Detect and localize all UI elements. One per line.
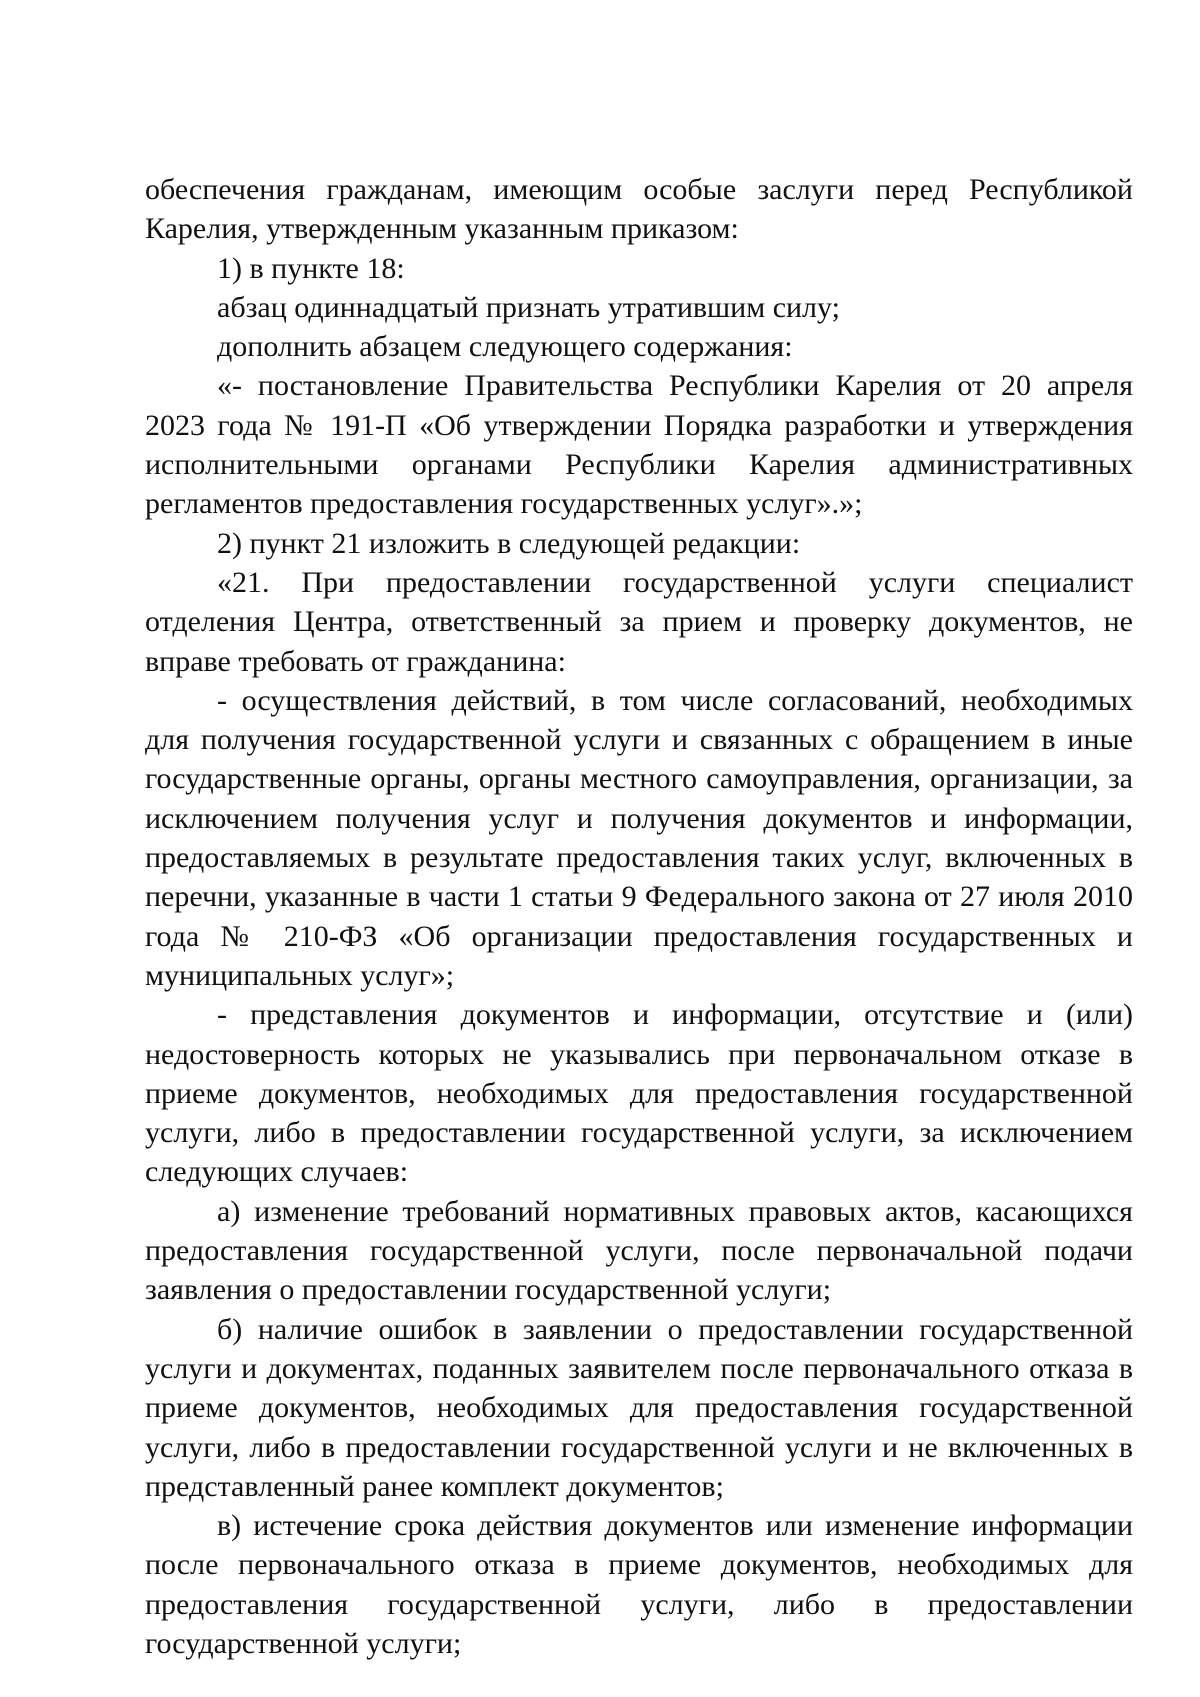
paragraph-dash-documents: - представления документов и информации, отсутствие и (или) недостоверность которых не указывались при первоначальном отказе в приеме документов, необходимых для предоставления государственной услуги, либо в предоставлении государственной услуги, за исключением следующих случаев: bbox=[145, 998, 1133, 1189]
paragraph-postanovlenie: «- постановление Правительства Республики Карелия от 20 апреля 2023 года № 191-П «Об утверждении Порядка разработки и утверждения исполнительными органами Республики Карелия административных регламентов предоставления государственных услуг».»; bbox=[145, 369, 1133, 521]
paragraph-item-1: 1) в пункте 18: bbox=[217, 251, 405, 285]
paragraph-item-2: 2) пункт 21 изложить в следующей редакции: bbox=[217, 526, 801, 560]
paragraph-add-abzac: дополнить абзацем следующего содержания: bbox=[217, 330, 793, 364]
paragraph-dash-actions: - осуществления действий, в том числе согласований, необходимых для получения государственной услуги и связанных с обращением в иные государственные органы, органы местного самоуправления, организации, за исключением получения услуг и получения документов и информации, предоставляемых в результате предоставления таких услуг, включенных в перечни, указанные в части 1 статьи 9 Федерального закона от 27 июля 2010 года № 210-ФЗ «Об организации предоставления государственных и муниципальных услуг»; bbox=[145, 683, 1133, 992]
paragraph-case-v: в) истечение срока действия документов или изменение информации после первоначального отказа в приеме документов, необходимых для предоставления государственной услуги, либо в предоставлении государственной услуги; bbox=[145, 1509, 1133, 1660]
paragraph-case-b: б) наличие ошибок в заявлении о предоставлении государственной услуги и документах, поданных заявителем после первоначального отказа в приеме документов, необходимых для предоставления государственной услуги, либо в предоставлении государственной услуги и не включенных в представленный ранее комплект документов; bbox=[145, 1312, 1133, 1503]
document-body bbox=[145, 170, 1133, 1663]
paragraph-continuation: обеспечения гражданам, имеющим особые заслуги перед Республикой Карелия, утвержденным указанным приказом: bbox=[145, 173, 1133, 246]
paragraph-point-21: «21. При предоставлении государственной услуги специалист отделения Центра, ответственный за прием и проверку документов, не вправе требовать от гражданина: bbox=[145, 565, 1133, 678]
paragraph-abzac-removed: абзац одиннадцатый признать утратившим силу; bbox=[217, 290, 840, 324]
paragraph-case-a: а) изменение требований нормативных правовых актов, касающихся предоставления государственной услуги, после первоначальной подачи заявления о предоставлении государственной услуги; bbox=[145, 1194, 1133, 1307]
